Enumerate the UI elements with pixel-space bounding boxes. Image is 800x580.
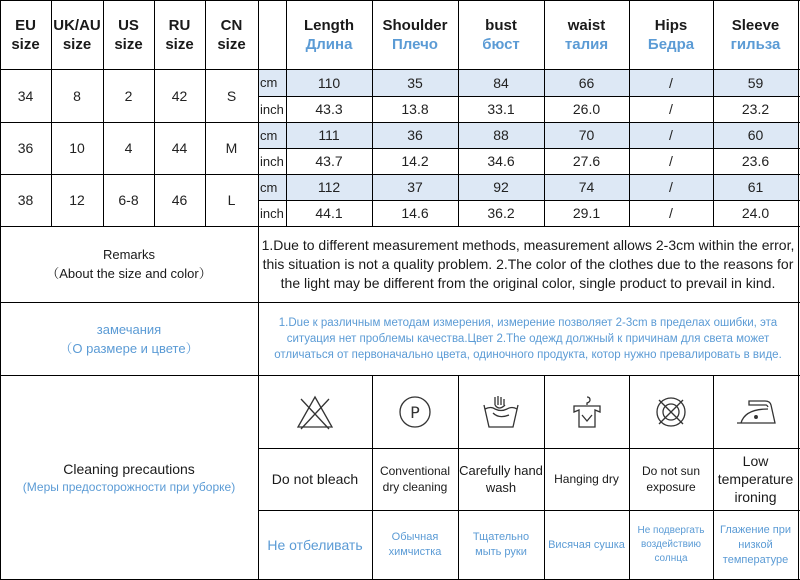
uk-size-cell: 8 — [73, 87, 81, 104]
grid-line — [629, 0, 630, 226]
header-label: US — [118, 16, 139, 34]
header-label: Shoulder — [382, 16, 448, 34]
cn-size-cell: M — [225, 140, 238, 156]
measure-cell: 60 — [747, 127, 764, 143]
header-label: bust — [485, 16, 517, 34]
remarks-title-cell — [0, 226, 258, 302]
measure-cell: 34.6 — [487, 153, 515, 169]
ru-size-cell: 42 — [171, 87, 188, 104]
header-sleeve — [713, 0, 798, 69]
grid-line — [458, 375, 459, 580]
us-size-cell: 6-8 — [118, 192, 139, 208]
us-size-cell: 4 — [124, 140, 133, 156]
measure-cell: 74 — [578, 179, 595, 195]
care-title-ru: (Меры предосторожности при уборке) — [22, 479, 236, 494]
unit-inch-cell: inch — [260, 153, 284, 169]
header-uk-size — [51, 0, 103, 69]
header-label-ru: Плечо — [392, 35, 438, 53]
measure-cell: 44.1 — [315, 205, 343, 221]
header-label: Length — [304, 16, 354, 34]
remarks-text-ru: 1.Due к различным методам измерения, измерение позволяет 2-3cm в пределах ошибки, эта ситуация нет проблемы качества.Цвет 2.The одежд должный к причинам для света может отличаться от первоначально цвета, одиночного продукта, котор нужно превалировать в виде. — [274, 316, 782, 361]
measure-cell: 23.6 — [741, 153, 770, 169]
unit-cm-cell: cm — [260, 75, 278, 90]
header-cn-size — [205, 0, 258, 69]
measure-cell: 24.0 — [741, 205, 770, 221]
measure-cell: 84 — [493, 74, 509, 91]
header-label: size — [62, 35, 92, 53]
header-shoulder — [372, 0, 458, 69]
svg-text:P: P — [410, 402, 420, 422]
measure-cell: / — [669, 179, 673, 195]
header-length — [286, 0, 372, 69]
header-label-ru: Длина — [305, 35, 353, 53]
header-label: size — [165, 35, 194, 53]
measure-cell: 27.6 — [572, 153, 601, 169]
measure-cell: 66 — [578, 74, 595, 91]
hand-wash-icon — [458, 375, 544, 448]
grid-line — [154, 0, 155, 226]
measure-cell: 37 — [407, 179, 423, 195]
remarks-title: Remarks — [102, 247, 155, 262]
measure-cell: 111 — [318, 127, 340, 143]
measure-cell: 14.2 — [401, 153, 429, 169]
grid-line — [0, 0, 800, 1]
header-label: waist — [567, 16, 606, 34]
care-label-ru: Не подвергать воздействию солнца — [637, 525, 705, 564]
unit-inch-cell: inch — [260, 205, 284, 221]
remarks-title-ru-cell — [0, 302, 258, 375]
dry-clean-p-icon — [372, 375, 458, 448]
ru-size-cell: 46 — [171, 192, 188, 208]
care-label-ru: Глажение при низкой температуре — [720, 523, 791, 566]
care-label-en: Conventional dry cleaning — [379, 464, 451, 494]
unit-cm-cell: cm — [260, 127, 278, 143]
ru-size-cell: 44 — [171, 140, 188, 156]
care-label-ru: Обычная химчистка — [388, 531, 442, 558]
care-label-en: Carefully hand wash — [459, 463, 543, 495]
grid-line — [0, 0, 1, 580]
measure-cell: 88 — [493, 127, 509, 143]
care-label-en: Do not sun exposure — [641, 464, 701, 494]
measure-cell: 70 — [578, 127, 595, 143]
care-label-ru: Тщательно мыть руки — [472, 531, 530, 558]
no-bleach-icon — [258, 375, 372, 448]
header-label: size — [217, 35, 246, 53]
care-label-en: Hanging dry — [554, 472, 619, 486]
remarks-text-en: 1.Due to different measurement methods, measurement allows 2-3cm within the error, this situation is not a quality problem. 2.The color of the clothes due to the reasons for the light may be different from the original color, single product to prevail in kind. — [261, 236, 795, 291]
measure-cell: / — [669, 74, 673, 91]
grid-line — [713, 0, 714, 226]
grid-line — [258, 510, 800, 511]
measure-cell: 23.2 — [741, 101, 770, 117]
grid-line — [0, 122, 800, 123]
grid-line — [205, 0, 206, 226]
measure-cell: 14.6 — [401, 205, 429, 221]
header-label: RU — [168, 16, 191, 34]
no-sun-exposure-icon — [629, 375, 713, 448]
header-label-ru: бюст — [482, 35, 520, 53]
eu-size-cell: 36 — [17, 140, 34, 156]
grid-line — [286, 0, 287, 226]
unit-inch-cell: inch — [260, 101, 284, 117]
header-label-ru: гильза — [730, 35, 781, 53]
grid-line — [51, 0, 52, 226]
measure-cell: 43.3 — [315, 101, 343, 117]
grid-line — [258, 0, 259, 580]
measure-cell: 36 — [407, 127, 423, 143]
remarks-subtitle-ru: （О размере и цвете） — [59, 340, 199, 356]
measure-cell: 13.8 — [401, 101, 429, 117]
grid-line — [258, 148, 800, 149]
low-temp-iron-icon — [713, 375, 798, 448]
uk-size-cell: 10 — [69, 140, 85, 156]
grid-line — [0, 375, 800, 376]
header-label: size — [11, 35, 40, 53]
care-label-ru: Висячая сушка — [548, 538, 625, 551]
grid-line — [0, 226, 800, 227]
grid-line — [258, 96, 800, 97]
cn-size-cell: L — [227, 192, 236, 208]
header-waist — [544, 0, 629, 69]
measure-cell: 35 — [407, 74, 423, 91]
header-label: Hips — [654, 16, 688, 34]
remarks-title-ru: замечания — [96, 321, 162, 337]
header-us-size — [103, 0, 154, 69]
remarks-subtitle: （About the size and color） — [46, 266, 212, 281]
grid-line — [713, 375, 714, 580]
cn-size-cell: S — [226, 87, 237, 104]
header-label: Sleeve — [731, 16, 780, 34]
grid-line — [544, 375, 545, 580]
grid-line — [372, 0, 373, 226]
header-label-ru: Бедра — [647, 35, 695, 53]
us-size-cell: 2 — [124, 87, 133, 104]
care-title: Cleaning precautions — [63, 460, 195, 477]
measure-cell: 59 — [747, 74, 764, 91]
measure-cell: 26.0 — [572, 101, 601, 117]
grid-line — [458, 0, 459, 226]
header-bust — [458, 0, 544, 69]
grid-line — [103, 0, 104, 226]
header-label: CN — [220, 16, 243, 34]
header-label-ru: талия — [564, 35, 609, 53]
grid-line — [372, 375, 373, 580]
header-label: size — [114, 35, 143, 53]
measure-cell: 92 — [493, 179, 509, 195]
measure-cell: 110 — [317, 74, 341, 91]
eu-size-cell: 38 — [17, 192, 34, 208]
measure-cell: 36.2 — [487, 205, 515, 221]
measure-cell: / — [669, 205, 673, 221]
header-eu-size — [0, 0, 51, 69]
care-label-en: Do not bleach — [271, 471, 359, 487]
measure-cell: / — [669, 101, 673, 117]
measure-cell: / — [669, 127, 673, 143]
header-label: UK/AU — [53, 16, 101, 34]
care-title-cell — [0, 375, 258, 580]
measure-cell: 112 — [317, 179, 341, 195]
measure-cell: / — [669, 153, 673, 169]
care-label-ru: Не отбеливать — [267, 537, 363, 553]
grid-line — [258, 448, 800, 449]
grid-line — [0, 174, 800, 175]
grid-line — [544, 0, 545, 226]
grid-line — [0, 302, 800, 303]
grid-line — [798, 0, 799, 580]
measure-cell: 43.7 — [315, 153, 343, 169]
grid-line — [0, 69, 800, 70]
uk-size-cell: 12 — [69, 192, 85, 208]
measure-cell: 33.1 — [487, 101, 515, 117]
header-ru-size — [154, 0, 205, 69]
grid-line — [629, 375, 630, 580]
eu-size-cell: 34 — [17, 87, 34, 104]
care-label-en: Low temperature ironing — [717, 453, 794, 505]
hanging-dry-icon — [544, 375, 629, 448]
unit-cm-cell: cm — [260, 179, 278, 195]
header-label: EU — [15, 16, 36, 34]
measure-cell: 61 — [747, 179, 764, 195]
grid-line — [258, 200, 800, 201]
header-hips — [629, 0, 713, 69]
measure-cell: 29.1 — [572, 205, 601, 221]
